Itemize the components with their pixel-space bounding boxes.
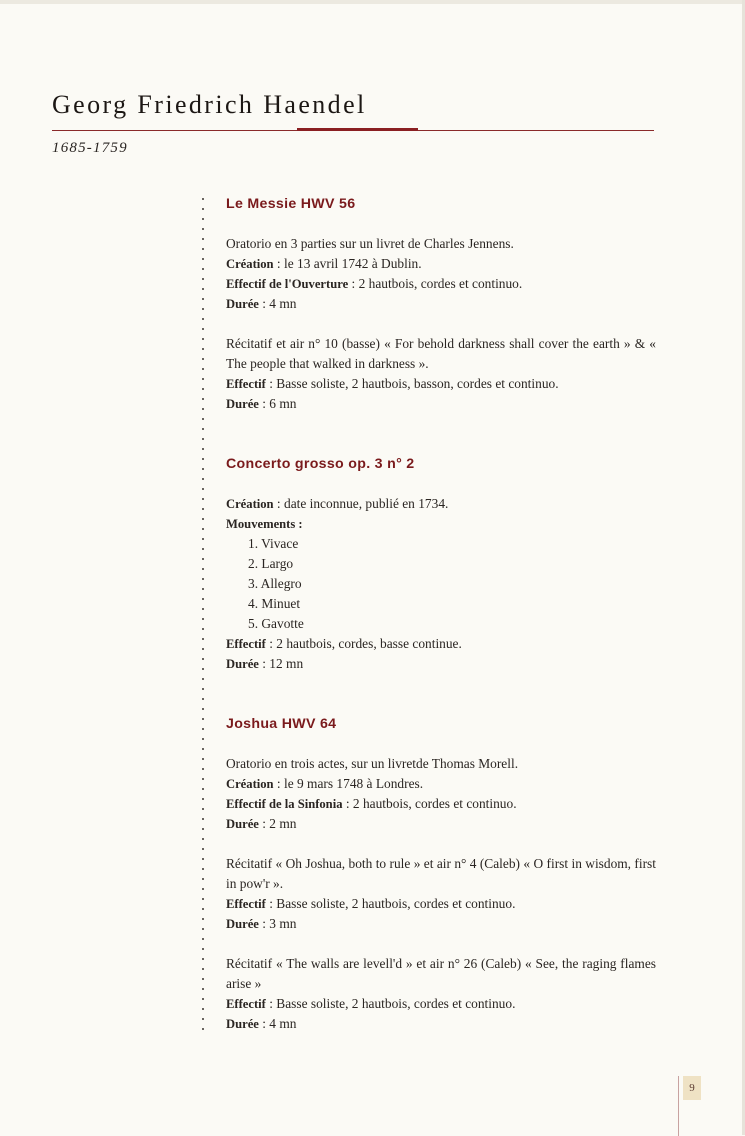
effectif-value: : 2 hautbois, cordes et continuo. [342, 796, 517, 811]
margin-dot [202, 958, 204, 960]
margin-dot [202, 418, 204, 420]
effectif-line [226, 274, 656, 294]
effectif-label: Effectif [226, 997, 266, 1011]
effectif-value: : Basse soliste, 2 hautbois, basson, cordes et continuo. [265, 376, 559, 391]
margin-dot [202, 818, 204, 820]
margin-dot [202, 748, 204, 750]
margin-dot [202, 878, 204, 880]
margin-dot [202, 978, 204, 980]
margin-dot [202, 648, 204, 650]
effectif-line [226, 374, 656, 394]
margin-dot [202, 258, 204, 260]
page-number: 9 [683, 1076, 701, 1100]
duree-line [226, 1014, 656, 1034]
margin-dot [202, 338, 204, 340]
margin-dot [202, 388, 204, 390]
page-number-rule [678, 1076, 679, 1136]
effectif-label: Effectif [226, 637, 266, 651]
margin-dot [202, 468, 204, 470]
duree-label: Durée [226, 297, 259, 311]
margin-dot [202, 848, 204, 850]
margin-dot [202, 358, 204, 360]
work-description: Récitatif et air n° 10 (basse) « For behold darkness shall cover the earth » & « The people that walked in darkness ». [226, 336, 656, 371]
creation-value: : le 13 avril 1742 à Dublin. [273, 256, 422, 271]
duree-line [226, 814, 656, 834]
margin-dot [202, 448, 204, 450]
margin-dot [202, 628, 204, 630]
margin-dot [202, 218, 204, 220]
work-description: Récitatif « Oh Joshua, both to rule » et air n° 4 (Caleb) « O first in wisdom, first in pow'r ». [226, 856, 656, 891]
margin-dot [202, 968, 204, 970]
margin-dot [202, 938, 204, 940]
margin-dot [202, 768, 204, 770]
margin-dot [202, 588, 204, 590]
duree-value: : 6 mn [258, 396, 297, 411]
work-messie [226, 194, 656, 414]
margin-dot [202, 658, 204, 660]
margin-dot [202, 478, 204, 480]
margin-dot [202, 678, 204, 680]
duree-label: Durée [226, 1017, 259, 1031]
margin-dot [202, 428, 204, 430]
effectif-label: Effectif de la Sinfonia [226, 797, 343, 811]
margin-dot [202, 1028, 204, 1030]
margin-dot [202, 758, 204, 760]
margin-dot [202, 858, 204, 860]
duree-line [226, 654, 656, 674]
margin-dot [202, 868, 204, 870]
margin-dot [202, 378, 204, 380]
creation-label: Création [226, 257, 274, 271]
margin-dot [202, 518, 204, 520]
work-description: Oratorio en trois actes, sur un livretde Thomas Morell. [226, 756, 519, 771]
margin-dot [202, 598, 204, 600]
margin-dot [202, 778, 204, 780]
effectif-label: Effectif [226, 897, 266, 911]
margin-dot [202, 198, 204, 200]
composer-name: Georg Friedrich Haendel [52, 90, 367, 119]
movement-item: 1. Vivace [248, 536, 299, 551]
margin-dot [202, 908, 204, 910]
margin-dot [202, 458, 204, 460]
creation-line [226, 774, 656, 794]
creation-line [226, 254, 656, 274]
margin-dot [202, 788, 204, 790]
work-description: Oratorio en 3 parties sur un livret de Charles Jennens. [226, 236, 514, 251]
duree-line [226, 914, 656, 934]
margin-dot [202, 508, 204, 510]
margin-dot [202, 608, 204, 610]
margin-dot [202, 298, 204, 300]
effectif-value: : 2 hautbois, cordes, basse continue. [265, 636, 462, 651]
duree-label: Durée [226, 817, 259, 831]
margin-dot [202, 928, 204, 930]
creation-value: : date inconnue, publié en 1734. [273, 496, 449, 511]
duree-label: Durée [226, 397, 259, 411]
margin-dot [202, 578, 204, 580]
composer-dates: 1685-1759 [52, 140, 128, 156]
duree-value: : 3 mn [258, 916, 297, 931]
effectif-line [226, 634, 656, 654]
movement-item: 5. Gavotte [248, 616, 304, 631]
margin-dot [202, 368, 204, 370]
margin-dot [202, 488, 204, 490]
margin-dot [202, 498, 204, 500]
creation-line [226, 494, 656, 514]
margin-dot [202, 738, 204, 740]
margin-dot [202, 528, 204, 530]
effectif-line [226, 794, 656, 814]
duree-value: : 4 mn [258, 1016, 297, 1031]
duree-value: : 4 mn [258, 296, 297, 311]
movement-item: 4. Minuet [248, 596, 301, 611]
margin-dot [202, 668, 204, 670]
margin-dot [202, 718, 204, 720]
margin-dot [202, 698, 204, 700]
movement-item: 3. Allegro [248, 576, 302, 591]
work-concerto-grosso [226, 454, 656, 674]
margin-dot [202, 948, 204, 950]
margin-dot [202, 228, 204, 230]
margin-dot [202, 558, 204, 560]
margin-dot [202, 638, 204, 640]
header-rule-accent [297, 128, 418, 131]
margin-dot [202, 348, 204, 350]
margin-dot [202, 798, 204, 800]
margin-dot [202, 728, 204, 730]
margin-dot [202, 268, 204, 270]
margin-dot [202, 438, 204, 440]
margin-dot [202, 688, 204, 690]
margin-dot [202, 1008, 204, 1010]
effectif-label: Effectif de l'Ouverture [226, 277, 349, 291]
duree-line [226, 294, 656, 314]
margin-dot [202, 918, 204, 920]
dotted-margin-rule [202, 198, 206, 1034]
creation-value: : le 9 mars 1748 à Londres. [273, 776, 424, 791]
duree-label: Durée [226, 657, 259, 671]
margin-dot [202, 838, 204, 840]
margin-dot [202, 408, 204, 410]
work-title: Concerto grosso op. 3 n° 2 [226, 456, 415, 472]
margin-dot [202, 248, 204, 250]
margin-dot [202, 288, 204, 290]
margin-dot [202, 708, 204, 710]
creation-label: Création [226, 497, 274, 511]
effectif-line [226, 894, 656, 914]
margin-dot [202, 238, 204, 240]
movement-item: 2. Largo [248, 556, 294, 571]
work-description: Récitatif « The walls are levell'd » et air n° 26 (Caleb) « See, the raging flames arise » [226, 956, 656, 991]
margin-dot [202, 548, 204, 550]
margin-dot [202, 618, 204, 620]
movements-label: Mouvements : [226, 517, 303, 531]
effectif-value: : 2 hautbois, cordes et continuo. [348, 276, 523, 291]
margin-dot [202, 1018, 204, 1020]
margin-dot [202, 888, 204, 890]
creation-label: Création [226, 777, 274, 791]
margin-dot [202, 568, 204, 570]
page-edge-top [0, 0, 745, 4]
margin-dot [202, 308, 204, 310]
duree-value: : 2 mn [258, 816, 297, 831]
margin-dot [202, 208, 204, 210]
duree-line [226, 394, 656, 414]
effectif-value: : Basse soliste, 2 hautbois, cordes et continuo. [265, 896, 516, 911]
margin-dot [202, 398, 204, 400]
effectif-label: Effectif [226, 377, 266, 391]
duree-label: Durée [226, 917, 259, 931]
work-joshua [226, 714, 656, 1034]
margin-dot [202, 828, 204, 830]
margin-dot [202, 328, 204, 330]
margin-dot [202, 538, 204, 540]
effectif-line [226, 994, 656, 1014]
work-title: Le Messie HWV 56 [226, 196, 356, 212]
margin-dot [202, 988, 204, 990]
margin-dot [202, 898, 204, 900]
effectif-value: : Basse soliste, 2 hautbois, cordes et continuo. [265, 996, 516, 1011]
margin-dot [202, 808, 204, 810]
margin-dot [202, 278, 204, 280]
margin-dot [202, 998, 204, 1000]
margin-dot [202, 318, 204, 320]
work-title: Joshua HWV 64 [226, 716, 337, 732]
duree-value: : 12 mn [258, 656, 304, 671]
